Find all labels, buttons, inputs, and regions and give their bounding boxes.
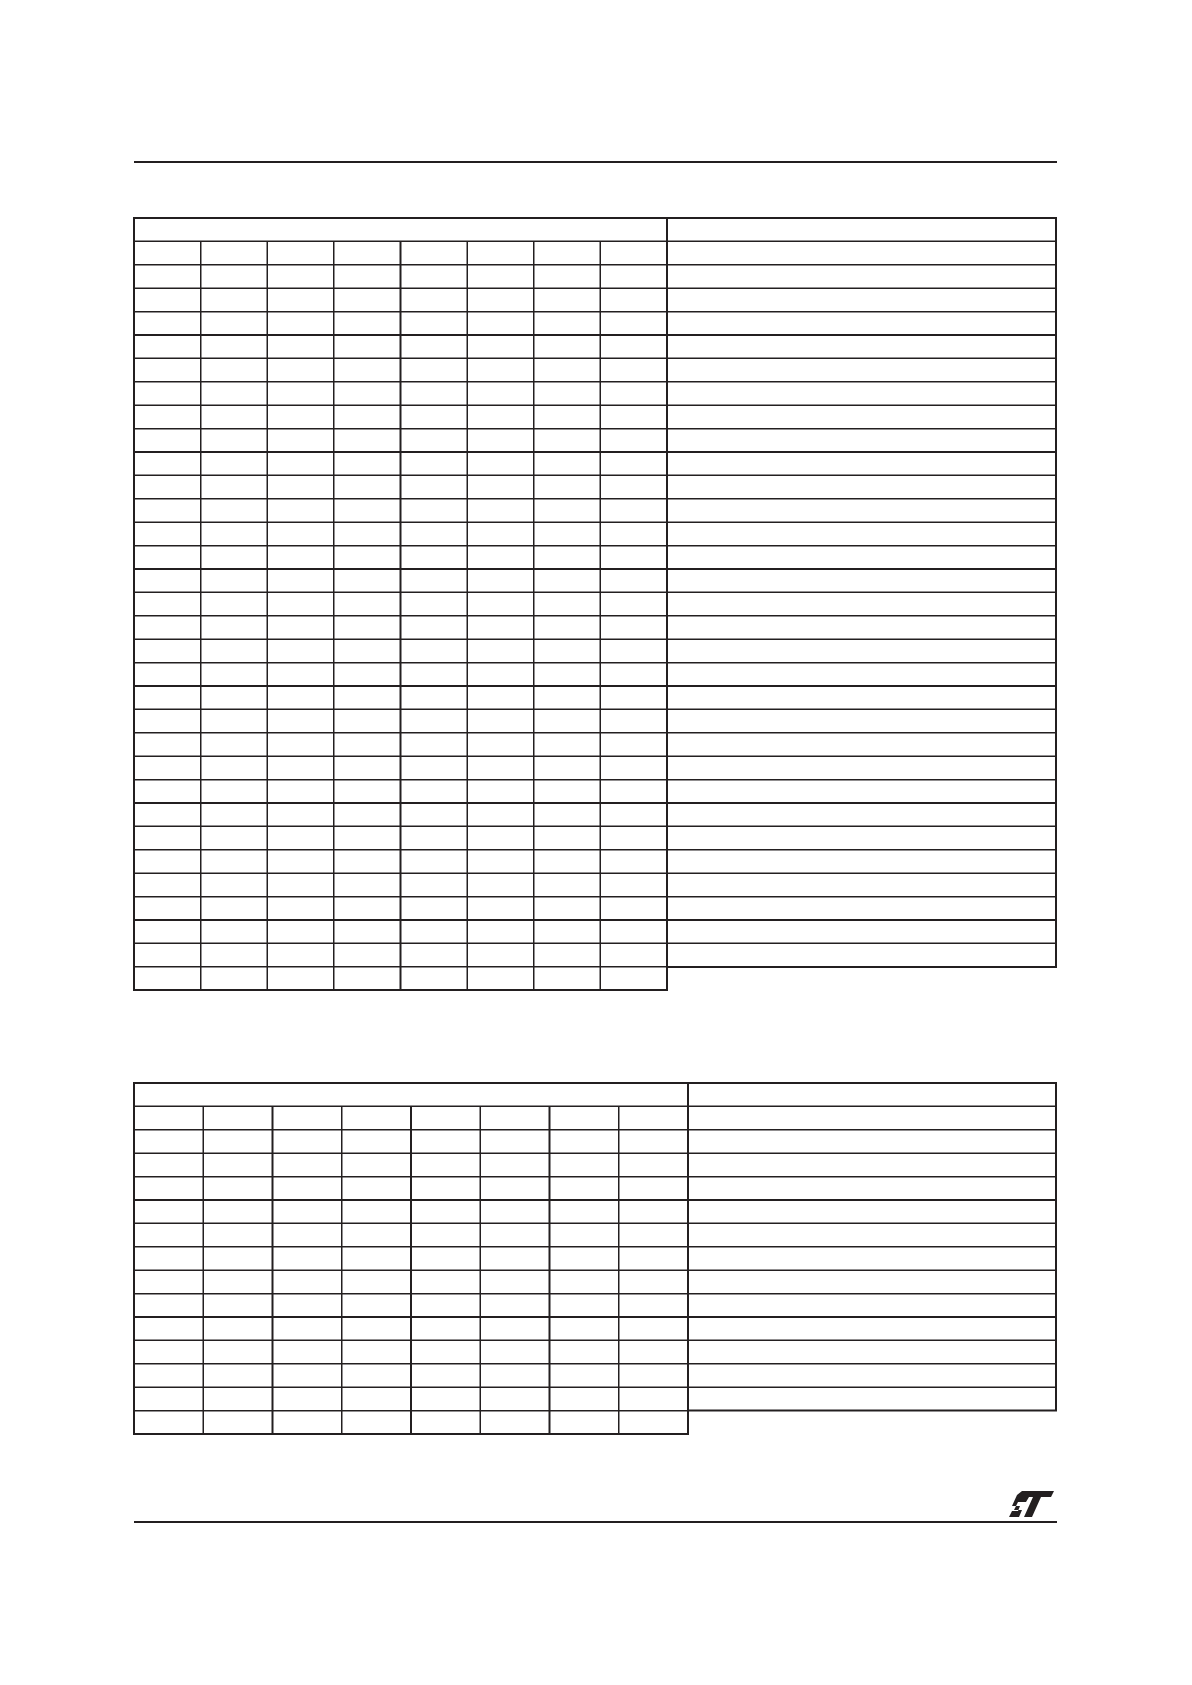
footer-rule — [134, 1521, 1057, 1523]
st-logo-icon — [1008, 1489, 1056, 1519]
